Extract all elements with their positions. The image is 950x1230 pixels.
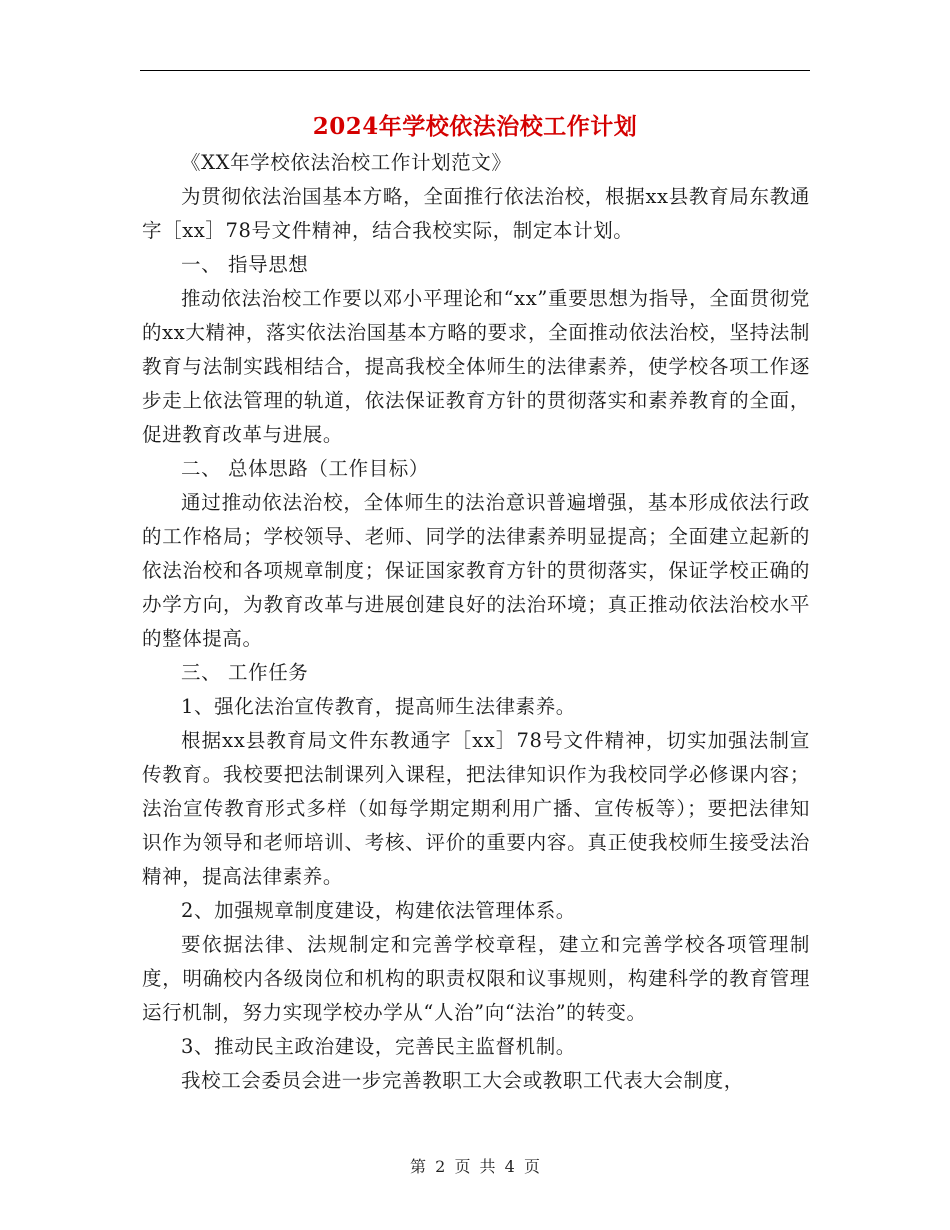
footer-label-ye: 页: [454, 1157, 471, 1176]
section-heading-guiding-thought: 一、 指导思想: [181, 253, 309, 276]
section-heading-overall-approach: 二、 总体思路（工作目标）: [181, 457, 429, 480]
footer-label-gong: 共: [479, 1157, 496, 1176]
body-paragraph: 通过推动依法治校，全体师生的法治意识普遍增强，基本形成依法行政的工作格局；学校领导、老师、同学的法律素养明显提高；全面建立起新的依法治校和各项规章制度；保证国家教育方针的贯彻落实，保证学校正确的办学方向，为教育改革与进展创建良好的法治环境；真正推动依法治校水平的整体提高。: [142, 491, 810, 650]
task-heading-1: 1、强化法治宣传教育，提高师生法律素养。: [181, 695, 576, 718]
task-heading-2: 2、加强规章制度建设，构建依法管理体系。: [181, 899, 576, 922]
task-heading-3: 3、推动民主政治建设，完善民主监督机制。: [181, 1035, 576, 1058]
header-rule: [140, 70, 810, 71]
section-heading-tasks: 三、 工作任务: [181, 661, 309, 684]
body-paragraph: 要依据法律、法规制定和完善学校章程，建立和完善学校各项管理制度，明确校内各级岗位和机构的职责权限和议事规则，构建科学的教育管理运行机制，努力实现学校办学从“人治”向“法治”的转变。: [142, 933, 810, 1024]
intro-paragraph: 为贯彻依法治国基本方略，全面推行依法治校，根据xx县教育局东教通字［xx］78号文件精神，结合我校实际，制定本计划。: [142, 185, 810, 242]
subtitle-paragraph: 《XX年学校依法治校工作计划范文》: [181, 151, 512, 174]
body-paragraph: 我校工会委员会进一步完善教职工大会或教职工代表大会制度，: [181, 1069, 744, 1092]
footer-total-pages: 4: [504, 1157, 515, 1176]
footer-label-ye-2: 页: [523, 1157, 540, 1176]
document-body: [142, 146, 810, 1098]
body-paragraph: 根据xx县教育局文件东教通字［xx］78号文件精神，切实加强法制宣传教育。我校要把法制课列入课程，把法律知识作为我校同学必修课内容；法治宣传教育形式多样（如每学期定期利用广播、宣传板等）；要把法律知识作为领导和老师培训、考核、评价的重要内容。真正使我校师生接受法治精神，提高法律素养。: [142, 729, 810, 888]
footer-current-page: 2: [435, 1157, 446, 1176]
page-footer: [0, 1154, 950, 1177]
footer-label-di: 第: [410, 1157, 427, 1176]
document-title: 2024年学校依法治校工作计划: [312, 113, 638, 140]
body-paragraph: 推动依法治校工作要以邓小平理论和“xx”重要思想为指导，全面贯彻党的xx大精神，落实依法治国基本方略的要求，全面推动依法治校，坚持法制教育与法制实践相结合，提高我校全体师生的法律素养，使学校各项工作逐步走上依法管理的轨道，依法保证教育方针的贯彻落实和素养教育的全面，促进教育改革与进展。: [142, 287, 810, 446]
